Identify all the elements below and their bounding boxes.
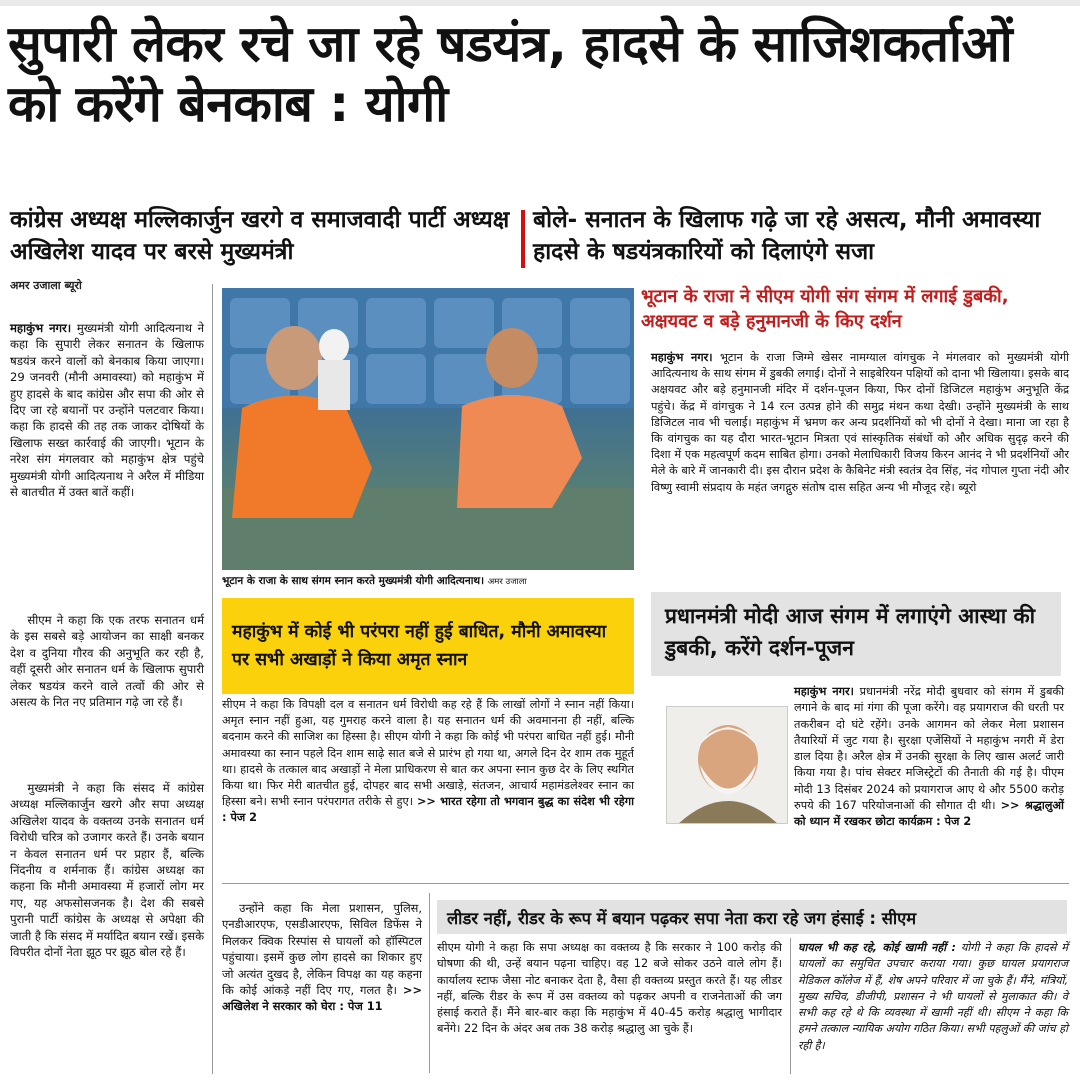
attendant-figure: [318, 329, 350, 410]
bhutan-body: [651, 350, 1069, 496]
column-rule: [212, 284, 213, 1074]
byline: अमर उजाला ब्यूरो: [10, 279, 82, 292]
modi-page-ref: >> श्रद्धालुओं को ध्यान में रखकर छोटा कार्यक्रम : पेज 2: [794, 799, 1064, 829]
bhutan-credit: ब्यूरो: [958, 480, 977, 494]
bhutan-text: भूटान के राजा जिग्मे खेसर नामग्याल वांगचुक ने मंगलवार को मुख्यमंत्री योगी आदित्यनाथ के साथ संगम में डुबकी लगाई। दोनों ने साइबेरियन पक्षियों को दाना भी खिलाया। इसके बाद अक्षयवट और बड़े हनुमानजी मंदिर में दर्शन-पूजन किया, फिर दोनों डिजिटल महाकुंभ अनुभूति केंद्र पहुंचे। केंद्र में वांगचुक ने 14 रत्न उत्पन्न होने की समुद्र मंथन कथा देखी। उन्होंने मुख्यमंत्री के साथ डिजिटल नाव भी चलाई। महाकुंभ में भ्रमण कर अन्य प्रदर्शनियों को भी दोनों ने देखा। माना जा रहा है कि वांगचुक का यह दौरा भारत-भूटान मित्रता एवं सांस्कृतिक संबंधों को और अधिक सुदृढ़ करने की दिशा में एक महत्वपूर्ण कदम साबित होगा। उनको मेलाधिकारी विजय किरन आनंद ने भी प्रदर्शनियों और मेले के बारे में जानकारी दी। इस दौरान प्रदेश के कैबिनेट मंत्री स्वतंत्र देव सिंह, नंद गोपाल गुप्ता नंदी और विष्णु स्वामी संप्रदाय के महंत जगद्गुरु संतोष दास सहित अन्य भी मौजूद रहे।: [651, 351, 1070, 494]
modi-dateline: महाकुंभ नगर।: [794, 685, 854, 698]
photo-illustration: [222, 288, 634, 570]
yellow-heading: महाकुंभ में कोई भी परंपरा नहीं हुई बाधित, मौनी अमावस्या पर सभी अखाड़ों ने किया अमृत स्नान: [232, 622, 607, 670]
section-rule: [222, 883, 1069, 884]
mid-bottom-text: उन्होंने कहा कि मेला प्रशासन, पुलिस, एनडीआरएफ, एसडीआरएफ, सिविल डिफेंस ने मिलकर क्विक रिस्पांस से घायलों को हॉस्पिटल पहुंचाया। इसमें कुछ लोग हादसे का शिकार हुए जो अत्यंत दुखद है, लेकिन विपक्ष का यह कहना कि कोई आंकड़े नहीं दिए गए, गलत है।: [222, 901, 422, 998]
injured-body: [798, 940, 1068, 1054]
left-column: [10, 320, 204, 500]
subhead-left: कांग्रेस अध्यक्ष मल्लिकार्जुन खरगे व समाजवादी पार्टी अध्यक्ष अखिलेश यादव पर बरसे मुख्यमंत्री: [10, 207, 510, 265]
left-para-2: सीएम ने कहा कि एक तरफ सनातन धर्म के इस सबसे बड़े आयोजन का साक्षी बनकर देश व दुनिया गौरव की अनुभूति कर रही है, वहीं दूसरी ओर सनातन धर्म के खिलाफ सुपारी लेकर षडयंत्र करने वाले तत्वों की ओर से असत्य के नित नए प्रतिमान गढ़े जा रहे हैं।: [10, 613, 204, 710]
top-strip: [0, 0, 1080, 6]
left-para-1: मुख्यमंत्री योगी आदित्यनाथ ने कहा कि सुपारी लेकर सनातन के खिलाफ षडयंत्र करने वालों को बेनकाब किया जाएगा। 29 जनवरी (मौनी अमावस्या) को महाकुंभ में हुए हादसे के बाद कांग्रेस और सपा की ओर से दिए जा रहे बयानों पर उन्होंने पलटवार किया। कहा कि हादसे की तह तक जाकर दोषियों के खिलाफ सख्त कार्रवाई की जाएगी। भूटान के नरेश संग मंगलवार को महाकुंभ क्षेत्र पहुंचे मुख्यमंत्री योगी आदित्यनाथ ने अरैल में मीडिया से बातचीत में उक्त बातें कहीं।: [10, 321, 205, 500]
modi-heading-box: [651, 592, 1061, 676]
modi-heading: प्रधानमंत्री मोदी आज संगम में लगाएंगे आस्था की डुबकी, करेंगे दर्शन-पूजन: [665, 604, 1036, 660]
yellow-highlight-box: [222, 598, 634, 694]
injured-lead: घायल भी कह रहे, कोई खामी नहीं :: [798, 941, 956, 954]
injured-text: योगी ने कहा कि हादसे में घायलों का समुचित उपचार कराया गया। कुछ घायल प्रयागराज मेडिकल कॉलेज में हैं, शेष अपने परिवार में जा चुके हैं। मैंने, मंत्रियों, मुख्य सचिव, डीजीपी, प्रशासन ने भी घायलों से मुलाकात की। वे सभी कह रहे थे कि व्यवस्था में खामी नहीं थी। सीएम ने कहा कि हमने तत्काल न्यायिक अयोग गठित किया। सभी पहलुओं की जांच हो रही है।: [798, 941, 1068, 1052]
main-headline: सुपारी लेकर रचे जा रहे षडयंत्र, हादसे के साजिशकर्ताओं को करेंगे बेनकाब : योगी: [8, 15, 1013, 133]
caption-text: भूटान के राजा के साथ संगम स्नान करते मुख्यमंत्री योगी आदित्यनाथ।: [222, 575, 485, 587]
mid-bottom-page-ref: >> अखिलेश ने सरकार को घेरा : पेज 11: [222, 983, 422, 1014]
portrait-space: [670, 684, 794, 834]
bhutan-heading: भूटान के राजा ने सीएम योगी संग संगम में लगाई डुबकी, अक्षयवट व बड़े हनुमानजी के किए दर्शन: [641, 286, 1009, 332]
column-rule-2: [429, 893, 430, 1073]
yellow-page-ref: >> भारत रहेगा तो भगवान बुद्ध का संदेश भी रहेगा : पेज 2: [222, 795, 635, 825]
leader-heading: लीडर नहीं, रीडर के रूप में बयान पढ़कर सपा नेता करा रहे जग हंसाई : सीएम: [437, 900, 1067, 934]
left-para-3: मुख्यमंत्री ने कहा कि संसद में कांग्रेस अध्यक्ष मल्लिकार्जुन खरगे और सपा अध्यक्ष अखिलेश यादव के वक्तव्य उनके सनातन धर्म विरोधी चरित्र को उजागर करते हैं। उनके बयान न केवल सनातन धर्म पर प्रहार हैं, बल्कि निंदनीय व शर्मनाक हैं। कांग्रेस अध्यक्ष का कहना कि मौनी अमावस्या में हजारों लोग मर गए, यह अफसोसजनक है। देश की सबसे पुरानी पार्टी कांग्रेस के अध्यक्ष से अपेक्षा की जाती है कि संसद में मर्यादित बयान रखें। इसके विपरीत दोनों नेता झूठ पर झूठ बोल रहे हैं।: [10, 781, 204, 960]
modi-text: प्रधानमंत्री नरेंद्र मोदी बुधवार को संगम में डुबकी लगाने के बाद मां गंगा की पूजा करेंगे। वह प्रयागराज की धरती पर तकरीबन दो घंटे रहेंगे। उनके आगमन को लेकर मेला प्रशासन तैयारियों में जुट गया है। सुरक्षा एजेंसियों ने महाकुंभ नगरी में डेरा डाल दिया है। अरैल क्षेत्र में उनकी सुरक्षा के लिए खास अलर्ट जारी किया गया है। पांच सेक्टर मजिस्ट्रेटों की तैनाती की गई है। पीएम मोदी 13 दिसंबर 2024 को प्रयागराज आए थे और 5500 करोड़ रुपये की 167 परियोजनाओं की सौगात दी थी।: [794, 685, 1065, 813]
dateline: महाकुंभ नगर।: [10, 321, 72, 335]
sangam-photo: [222, 288, 634, 570]
leader-body: सीएम योगी ने कहा कि सपा अध्यक्ष का वक्तव्य है कि सरकार ने 100 करोड़ की घोषणा की थी, उन्हें बयान पढ़ना चाहिए। वह 12 बजे सोकर उठने वाले लोग हैं। कार्यालय स्टाफ जैसा नोट बनाकर देता है, वैसा ही वक्तव्य प्रस्तुत करते हैं। यह लीडर नहीं, बल्कि रीडर के रूप में उस वक्तव्य को पढ़कर अपनी व राजनेताओं की जग हंसाई कराते हैं। मैंने बार-बार कहा कि महाकुंभ में 40-45 करोड़ श्रद्धालु भागीदार बनेंगे। 22 दिन के अंदर अब तक 38 करोड़ श्रद्धालु आ चुके हैं।: [437, 941, 782, 1036]
mid-bottom-body: [222, 900, 422, 1015]
photo-credit: अमर उजाला: [487, 577, 527, 587]
yellow-body: [222, 697, 634, 827]
subhead-right: बोले- सनातन के खिलाफ गढ़े जा रहे असत्य, मौनी अमावस्या हादसे के षडयंत्रकारियों को दिलाएंगे सजा: [533, 207, 1041, 265]
column-rule-3: [790, 938, 791, 1074]
modi-body: [670, 684, 1064, 834]
photo-caption: [222, 574, 634, 588]
subhead-separator: [521, 210, 525, 268]
yellow-text: सीएम ने कहा कि विपक्षी दल व सनातन धर्म विरोधी कह रहे हैं कि लाखों लोगों ने स्नान नहीं किया। अमृत स्नान नहीं हुआ, यह गुमराह करने वाला है। यह सनातन धर्म की अवमानना ही नहीं, बल्कि बदनाम करने की साजिश का हिस्सा है। सीएम योगी ने कहा कि कोई भी परंपरा बाधित नहीं हुई। मौनी अमावस्या का स्नान पहले दिन शाम साढ़े सात बजे से प्रारंभ हो गया था, अगले दिन देर शाम तक मुहूर्त था। हादसे के तत्काल बाद अखाड़ों ने मेला प्राधिकरण से बात कर अपना स्नान कुछ देर के लिए स्थगित किया था। फिर मेरी बातचीत हुई, दोपहर बाद सभी अखाड़े, संतजन, आचार्य महामंडलेश्वर स्नान का हिस्सा बने। सभी स्नान परंपरागत तरीके से हुए।: [222, 698, 634, 809]
bhutan-dateline: महाकुंभ नगर।: [651, 351, 713, 364]
